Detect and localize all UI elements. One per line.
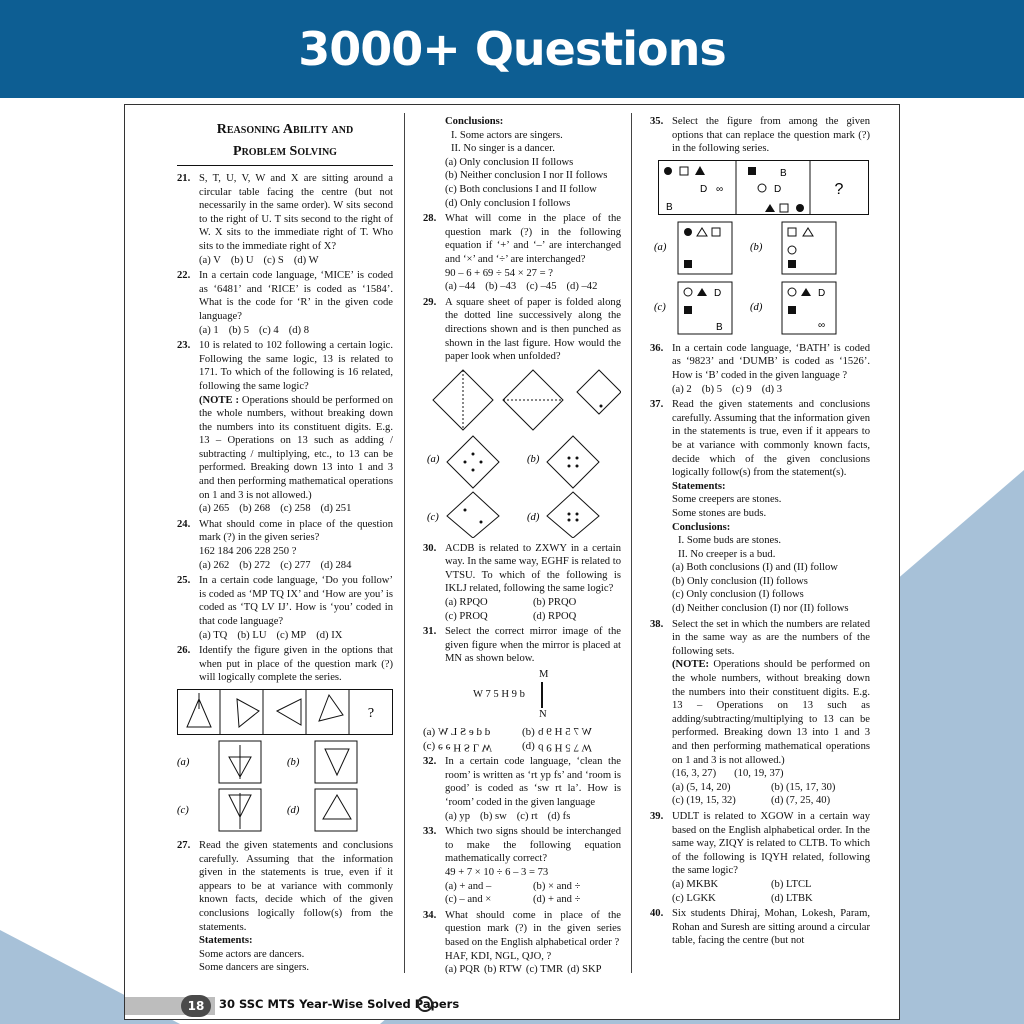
column-1 — [177, 115, 393, 977]
q26-option-a-label: (a) — [177, 756, 190, 768]
title-rule — [177, 165, 393, 166]
q26-series-figure — [177, 689, 393, 735]
q29-fold-figure — [423, 368, 621, 538]
q35-letter: D — [714, 287, 722, 299]
column-2 — [423, 115, 621, 979]
header-banner — [0, 0, 1024, 98]
footer-book-title: 30 SSC MTS Year-Wise Solved Papers — [219, 997, 460, 1011]
q31-options: (a) d d e S L W (b) W 7 5 H 9 b (c) e e H S L W (d) W 7 5 H 9 b — [423, 726, 592, 754]
q35-option-d-label: (d) — [750, 301, 763, 313]
section-title: Reasoning Ability and Problem Solving — [216, 122, 354, 159]
question-27-continued: Conclusions: I. Some actors are singers. II. No singer is a dancer. (a) Only conclusion II follows (b) Neither conclusion I nor II follows (c) Both conclusions I and II follow (d) Only conclusion I follows — [445, 116, 608, 209]
q26-option-b-label: (b) — [287, 756, 300, 768]
q35-letter: D — [700, 183, 708, 195]
q26-question-mark: ? — [367, 705, 375, 721]
question-39: 39. UDLT is related to XGOW in a certain way based on the English alphabetical order. In the same way, ZIQY is related to CLTB. To which of the following is IQYH related, following the same logic? (a) MKBK (b) LTCL (c) LGKK (d) LTBK — [650, 810, 870, 904]
question-23: 23. 10 is related to 102 following a certain logic. Following the same logic, 13 is related to 171. To which of the following is 16 related, following the same logic? (NOTE : Operations should be performed on the whole numbers, without breaking down the numbers into its constituent digits. E.g. 13 – Operations on 13 such as adding / subtracting / multiplying, etc., to 13 can be performed. Breaking down 13 into 1 and 3 and then performing mathematical operations on 1 and 3 is not allowed.) (a) 265 (b) 268 (c) 258 (d) 251 — [177, 340, 394, 515]
publisher-logo-icon — [417, 996, 433, 1012]
column-3 — [650, 115, 870, 950]
question-25: 25. In a certain code language, ‘Do you follow’ is coded as ‘MP TQ IX’ and ‘How are you’ is coded as ‘TQ LV IJ’. How is ‘you’ coded in that code language? (a) TQ (b) LU (c) MP (d) IX — [177, 575, 393, 641]
question-33: 33. Which two signs should be interchanged to make the following equation mathematically correct? 49 + 7 × 10 ÷ 6 – 3 = 73 (a) + and – (b) × and ÷ (c) – and × (d) + and ÷ — [423, 826, 621, 906]
question-32: 32. In a certain code language, ‘clean the room’ is written as ‘rt yp fs’ and ‘room is good’ is coded as ‘sw rt la’. How is ‘room’ coded in the given language (a) yp (b) sw (c) rt (d) fs — [423, 756, 621, 822]
column-divider — [631, 113, 632, 973]
question-34: 34. What should come in place of the question mark (?) in the given series based on the English alphabetical order ? HAF, KDI, NGL, QJO, ? (a) PQR (b) RTW (c) TMR (d) SKP — [423, 909, 621, 976]
q35-option-a-label: (a) — [654, 241, 667, 253]
q26-option-c-label: (c) — [177, 804, 189, 816]
question-37: 37. Read the given statements and conclusions carefully. Assuming that the information given in the statements is true, even if it appears to be at variance with commonly known facts, decide which of the given conclusions logically follow(s) from the statement(s). Statements: Some creepers are stones. Some stones are buds. Conclusions: I. Some buds are stones. II. No creeper is a bud. (a) Both conclusions (I) and (II) follow (b) Only conclusion (II) follows (c) Only conclusion (I) follows (d) Neither conclusion (I) nor (II) follows — [650, 399, 870, 615]
q35-letter: D — [774, 183, 782, 195]
question-29: 29. A square sheet of paper is folded along the dotted line successively along the directions shown and is then punched as shown in the last figure. How would the paper look when unfolded? — [423, 296, 621, 363]
q35-glyph: ∞ — [818, 319, 826, 331]
q31-mirror-figure: M W 7 5 H 9 b N — [473, 669, 549, 721]
question-40: 40. Six students Dhiraj, Mohan, Lokesh, Param, Rohan and Suresh are sitting around a circular table, facing the centre (but not — [650, 908, 870, 947]
question-22: 22. In a certain code language, ‘MICE’ is coded as ‘6481’ and ‘RICE’ is coded as ‘1584’. What is the code for ‘R’ in the given code language? (a) 1 (b) 5 (c) 4 (d) 8 — [177, 270, 393, 336]
question-30: 30. ACDB is related to ZXWY in a certain way. In the same way, EGHF is related to VTSU. To which of the following is IKLJ related, following the same logic? (a) RPQO (b) PRQO (c) PROQ (d) RPOQ — [423, 542, 621, 622]
question-38: 38. Select the set in which the numbers are related in the same way as are the numbers of the following sets. (NOTE: Operations should be performed on the whole numbers, without breaking down the numbers into their constituent digits. E.g. 13 – Operations on 13 such as adding/subtracting/multiplying to 13 can be performed. Breaking down 13 into 1 and 3 and then performing mathematical operations on 1 and 3 is not allowed.) (16, 3, 27) (10, 19, 37) (a) (5, 14, 20) (b) (15, 17, 30) (c) (19, 15, 32) (d) (7, 25, 40) — [650, 618, 870, 807]
banner-title: 3000+ Questions — [298, 22, 726, 76]
book-page — [124, 104, 900, 1020]
q35-letter: B — [716, 321, 723, 333]
question-31: 31. Select the correct mirror image of the given figure when the mirror is placed at MN as shown below. — [423, 626, 621, 665]
column-divider — [404, 113, 405, 973]
q35-option-b-label: (b) — [750, 241, 763, 253]
question-28: 28. What will come in the place of the question mark (?) in the following equation if ‘+’ and ‘–’ are interchanged and ‘×’ and ‘÷’ are interchanged? 90 – 6 + 69 ÷ 54 × 27 = ? (a) –44 (b) –43 (c) –45 (d) –42 — [423, 213, 621, 293]
question-27: 27. Read the given statements and conclusions carefully. Assuming that the information given in the statements is true, even if it appears to be at variance with commonly known facts, decide which of the given conclusions logically follow(s) from the statements. Statements: Some actors are dancers. Some dancers are singers. — [177, 839, 393, 974]
q35-series-figure — [650, 160, 870, 216]
q35-letter: B — [666, 201, 673, 213]
question-26: 26. Identify the figure given in the options that when put in place of the question mark (?) will logically complete the series. — [177, 645, 393, 684]
q35-option-c-label: (c) — [654, 301, 666, 313]
q29-option-b-label: (b) — [527, 453, 540, 465]
q26-option-d-label: (d) — [287, 804, 300, 816]
question-24: 24. What should come in place of the question mark (?) in the given series? 162 184 206 228 250 ? (a) 262 (b) 272 (c) 277 (d) 284 — [177, 518, 393, 571]
q35-option-figures — [650, 220, 870, 338]
q29-option-a-label: (a) — [427, 453, 440, 465]
page-footer — [125, 991, 900, 1019]
q29-option-c-label: (c) — [427, 511, 439, 523]
question-21: 21. S, T, U, V, W and X are sitting around a circular table facing the centre (but not necessarily in the same order). W sits second to the right of U. T sits second to the right of W. X sits to the immediate right of T. Who sits to the immediate right of X? (a) V (b) U (c) S (d) W — [177, 173, 393, 266]
q35-question-mark: ? — [834, 180, 844, 198]
page-number: 18 — [181, 995, 211, 1017]
question-35: 35. Select the figure from among the given options that can replace the question mark (?) in the following series. — [650, 116, 870, 155]
q26-option-figures — [177, 739, 393, 835]
q35-glyph: ∞ — [716, 183, 724, 195]
q29-option-d-label: (d) — [527, 511, 540, 523]
q35-letter: D — [818, 287, 826, 299]
question-36: 36. In a certain code language, ‘BATH’ is coded as ‘9823’ and ‘DUMB’ is coded as ‘1526’. How is ‘B’ coded in the given language ? (a) 2 (b) 5 (c) 9 (d) 3 — [650, 342, 870, 395]
q35-letter: B — [780, 167, 787, 179]
